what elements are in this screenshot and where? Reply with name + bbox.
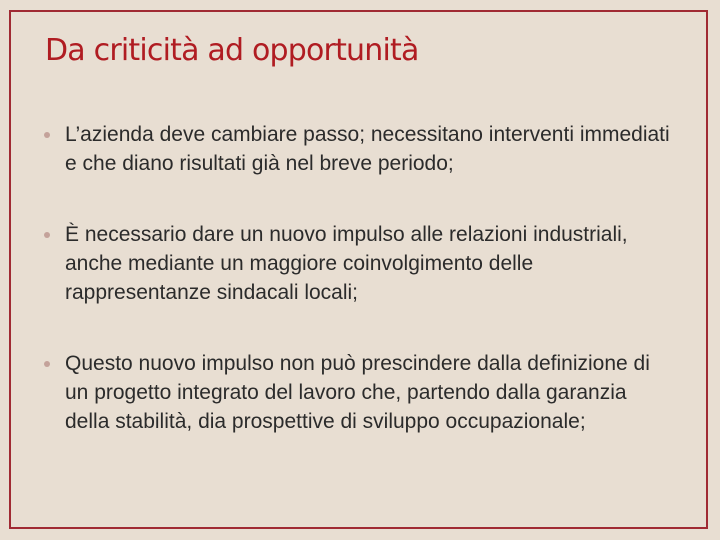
slide-title: Da criticità ad opportunità — [45, 33, 419, 68]
bullet-dot-icon — [44, 132, 50, 138]
bullet-item — [43, 349, 673, 436]
bullet-dot-icon — [44, 232, 50, 238]
bullet-item — [43, 220, 673, 307]
bullet-list — [43, 120, 673, 436]
bullet-text: È necessario dare un nuovo impulso alle relazioni industriali, anche mediante un maggiore coinvolgimento delle rappresentanze sindacali locali; — [65, 223, 628, 304]
bullet-text: L’azienda deve cambiare passo; necessitano interventi immediati e che diano risultati già nel breve periodo; — [65, 123, 670, 175]
bullet-dot-icon — [44, 361, 50, 367]
bullet-text: Questo nuovo impulso non può prescindere dalla definizione di un progetto integrato del lavoro che, partendo dalla garanzia della stabilità, dia prospettive di sviluppo occupazionale; — [65, 352, 650, 433]
bullet-item — [43, 120, 673, 178]
